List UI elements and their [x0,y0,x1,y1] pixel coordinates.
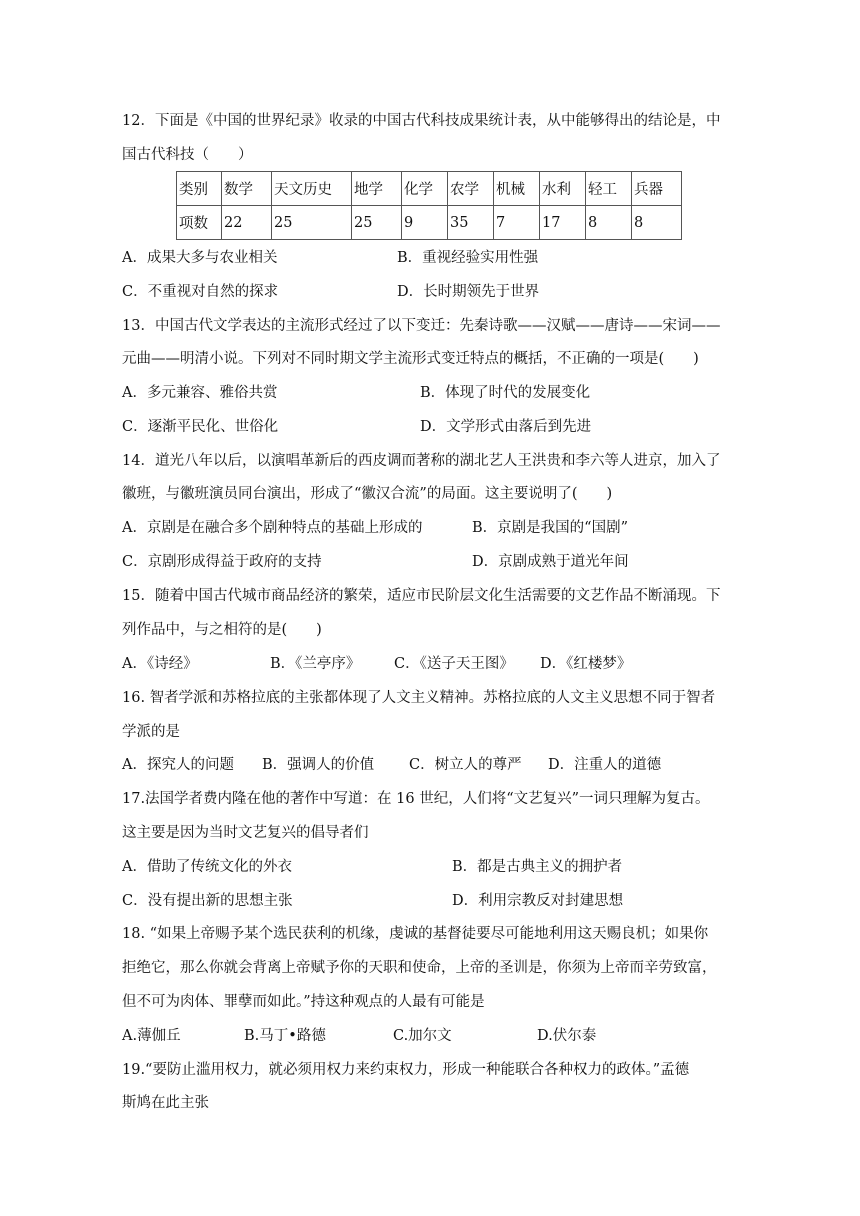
q13-stem-line1: 13．中国古代文学表达的主流形式经过了以下变迁：先秦诗歌——汉赋——唐诗——宋词—— [122,318,721,334]
table-cell: 22 [222,206,272,240]
q17-option-c: C．没有提出新的思想主张 [122,893,293,909]
table-header-cell: 天文历史 [272,172,352,206]
q18-stem-line1: 18. “如果上帝赐予某个选民获利的机缘，虔诚的基督徒要尽可能地利用这天赐良机；如果你 [122,926,709,942]
q18-stem-line3: 但不可为肉体、罪孽而如此。”持这种观点的人最有可能是 [122,994,485,1010]
table-cell: 7 [494,206,540,240]
table-header-cell: 机械 [494,172,540,206]
q12-stem-line2: 国古代科技（ ） [122,147,253,163]
table-cell: 25 [272,206,352,240]
q16-stem-line1: 16. 智者学派和苏格拉底的主张都体现了人文主义精神。苏格拉底的人文主义思想不同于智者 [122,690,716,706]
q13-option-a: A．多元兼容、雅俗共赏 [122,385,278,401]
table-cell: 8 [632,206,682,240]
q13-option-d: D．文学形式由落后到先进 [420,419,592,435]
q19-stem-line2: 斯鸠在此主张 [122,1095,209,1111]
table-header-cell: 数学 [222,172,272,206]
table-header-cell: 农学 [448,172,494,206]
q13-stem-line2: 元曲——明清小说。下列对不同时期文学主流形式变迁特点的概括，不正确的一项是( ) [122,351,699,367]
q13-option-c: C．逐渐平民化、世俗化 [122,419,279,435]
q17-stem-line2: 这主要是因为当时文艺复兴的倡导者们 [122,825,369,841]
table-cell: 17 [540,206,586,240]
q15-stem-line2: 列作品中，与之相符的是( ) [122,622,322,638]
q13-option-b: B．体现了时代的发展变化 [420,385,591,401]
table-header-cell: 地学 [352,172,402,206]
q14-option-d: D．京剧成熟于道光年间 [472,554,629,570]
q16-stem-line2: 学派的是 [122,724,180,740]
q12-option-d: D．长时期领先于世界 [397,284,540,300]
q17-option-d: D．利用宗教反对封建思想 [452,893,624,909]
q18-option-c: C.加尔文 [393,1028,452,1044]
table-cell: 25 [352,206,402,240]
q17-option-b: B．都是古典主义的拥护者 [452,859,623,875]
q12-option-b: B．重视经验实用性强 [397,250,539,266]
q17-stem-line1: 17.法国学者费内隆在他的著作中写道：在 16 世纪，人们将“文艺复兴”一词只理解为复古。 [122,791,710,807]
q12-option-a: A．成果大多与农业相关 [122,250,278,266]
q18-stem-line2: 拒绝它，那么你就会背离上帝赋予你的天职和使命，上帝的圣训是，你须为上帝而辛劳致富， [122,960,717,976]
table-header-cell: 类别 [177,172,222,206]
q16-option-b: B．强调人的价值 [262,757,375,773]
table-header-cell: 化学 [402,172,448,206]
q12-stem-line1: 12．下面是《中国的世界纪录》收录的中国古代科技成果统计表，从中能够得出的结论是，中 [122,113,721,129]
tech-statistics-table [176,171,682,240]
table-cell: 9 [402,206,448,240]
q19-stem-line1: 19.“要防止滥用权力，就必须用权力来约束权力，形成一种能联合各种权力的政体。”孟德 [122,1062,690,1078]
q18-option-b: B.马丁•路德 [244,1028,326,1044]
table-header-cell: 轻工 [586,172,632,206]
q15-stem-line1: 15．随着中国古代城市商品经济的繁荣，适应市民阶层文化生活需要的文艺作品不断涌现。下 [122,588,721,604]
table-row [177,206,682,240]
q14-stem-line2: 徽班，与徽班演员同台演出，形成了“徽汉合流”的局面。这主要说明了( ) [122,486,613,502]
q16-option-a: A．探究人的问题 [122,757,234,773]
q18-option-d: D.伏尔泰 [537,1028,597,1044]
q15-option-b: B．《兰亭序》 [270,656,361,672]
q14-option-a: A．京剧是在融合多个剧种特点的基础上形成的 [122,520,423,536]
table-header-cell: 水利 [540,172,586,206]
q15-option-c: C．《送子天王图》 [394,656,514,672]
q16-option-d: D．注重人的道德 [548,757,662,773]
table-cell: 8 [586,206,632,240]
table-header-cell: 兵器 [632,172,682,206]
q14-option-b: B．京剧是我国的“国剧” [472,520,628,536]
q14-option-c: C．京剧形成得益于政府的支持 [122,554,322,570]
q12-option-c: C．不重视对自然的探求 [122,284,279,300]
q15-option-a: A．《诗经》 [122,656,198,672]
q17-option-a: A．借助了传统文化的外衣 [122,859,292,875]
q14-stem-line1: 14．道光八年以后，以演唱革新后的西皮调而著称的湖北艺人王洪贵和李六等人进京，加入了 [122,453,721,469]
table-cell: 项数 [177,206,222,240]
q15-option-d: D．《红楼梦》 [540,656,632,672]
table-cell: 35 [448,206,494,240]
table-row [177,172,682,206]
q18-option-a: A.薄伽丘 [122,1028,181,1044]
q16-option-c: C．树立人的尊严 [409,757,522,773]
